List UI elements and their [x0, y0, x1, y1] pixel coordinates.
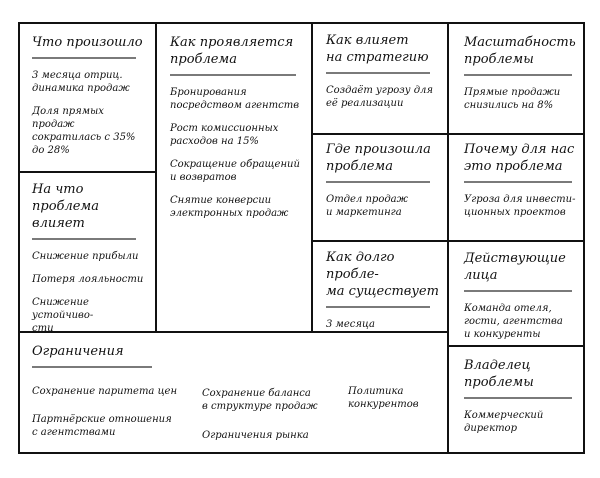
constraints-item-5: Политика конкурентов [348, 386, 419, 410]
divider-h-mid-1 [311, 133, 448, 135]
divider-h-right-1 [447, 133, 585, 135]
actors-underline [464, 290, 572, 292]
divider-v-1 [155, 22, 157, 333]
affects-item-3: Снижение устойчиво- сти [32, 297, 94, 334]
divider-h-left [18, 171, 156, 173]
constraints-item-2: Партнёрские отношения с агентствами [32, 414, 172, 438]
why-item-1: Угроза для инвести- ционных проектов [464, 194, 576, 218]
affects-title: На что проблема влияет [32, 182, 99, 231]
constraints-item-3: Сохранение баланса в структуре продаж [202, 388, 318, 412]
duration-underline [326, 306, 430, 308]
strategy-underline [326, 72, 430, 74]
divider-h-right-2 [447, 240, 585, 242]
strategy-title: Как влияет на стратегию [326, 33, 429, 65]
manifestation-title: Как проявляется проблема [170, 35, 294, 67]
divider-v-3 [447, 22, 449, 454]
duration-title: Как долго пробле- ма существует [326, 250, 439, 299]
cell-where [320, 141, 446, 229]
cell-actors [458, 250, 584, 351]
divider-v-2 [311, 22, 313, 333]
where-title: Где произошла проблема [326, 142, 431, 174]
cell-manifestation [164, 34, 310, 230]
scale-title: Масштабность проблемы [464, 35, 576, 67]
cell-affects [26, 181, 154, 345]
scale-underline [464, 74, 572, 76]
where-item-1: Отдел продаж и маркетинга [326, 194, 409, 218]
cell-duration [320, 249, 446, 341]
actors-item-1: Команда отеля, гости, агентства и конкуренты [464, 303, 563, 340]
cell-scale [458, 34, 584, 122]
owner-item-1: Коммерческий директор [464, 410, 544, 434]
manifestation-item-3: Сокращение обращений и возвратов [170, 159, 300, 183]
manifestation-underline [170, 74, 296, 76]
constraints-item-4: Ограничения рынка [202, 430, 309, 441]
cell-owner [458, 357, 584, 445]
where-underline [326, 181, 430, 183]
what-happened-underline [32, 57, 136, 59]
scale-item-1: Прямые продажи снизились на 8% [464, 87, 561, 111]
cell-why [458, 141, 584, 229]
what-happened-item-2: Доля прямых продаж сократилась с 35% до 28% [32, 106, 136, 156]
cell-what-happened [26, 34, 154, 167]
divider-h-mid-2 [311, 240, 448, 242]
affects-underline [32, 238, 136, 240]
affects-item-1: Снижение прибыли [32, 251, 139, 262]
constraints-underline [32, 366, 152, 368]
what-happened-title: Что произошло [32, 35, 143, 50]
why-title: Почему для нас это проблема [464, 142, 575, 174]
constraints-item-1: Сохранение паритета цен [32, 386, 178, 397]
constraints-title: Ограничения [32, 344, 124, 359]
cell-strategy [320, 32, 446, 120]
manifestation-item-1: Бронирования посредством агентств [170, 87, 300, 111]
owner-underline [464, 397, 572, 399]
owner-title: Владелец проблемы [464, 358, 534, 390]
what-happened-item-1: 3 месяца отриц. динамика продаж [32, 70, 130, 94]
why-underline [464, 181, 572, 183]
actors-title: Действующие лица [464, 251, 566, 283]
strategy-item-1: Создаёт угрозу для её реализации [326, 85, 434, 109]
cell-constraints [26, 343, 446, 451]
manifestation-item-4: Снятие конверсии электронных продаж [170, 195, 289, 219]
manifestation-item-2: Рост комиссионных расходов на 15% [170, 123, 279, 147]
duration-item-1: 3 месяца [326, 319, 375, 330]
affects-item-2: Потеря лояльности [32, 274, 144, 285]
